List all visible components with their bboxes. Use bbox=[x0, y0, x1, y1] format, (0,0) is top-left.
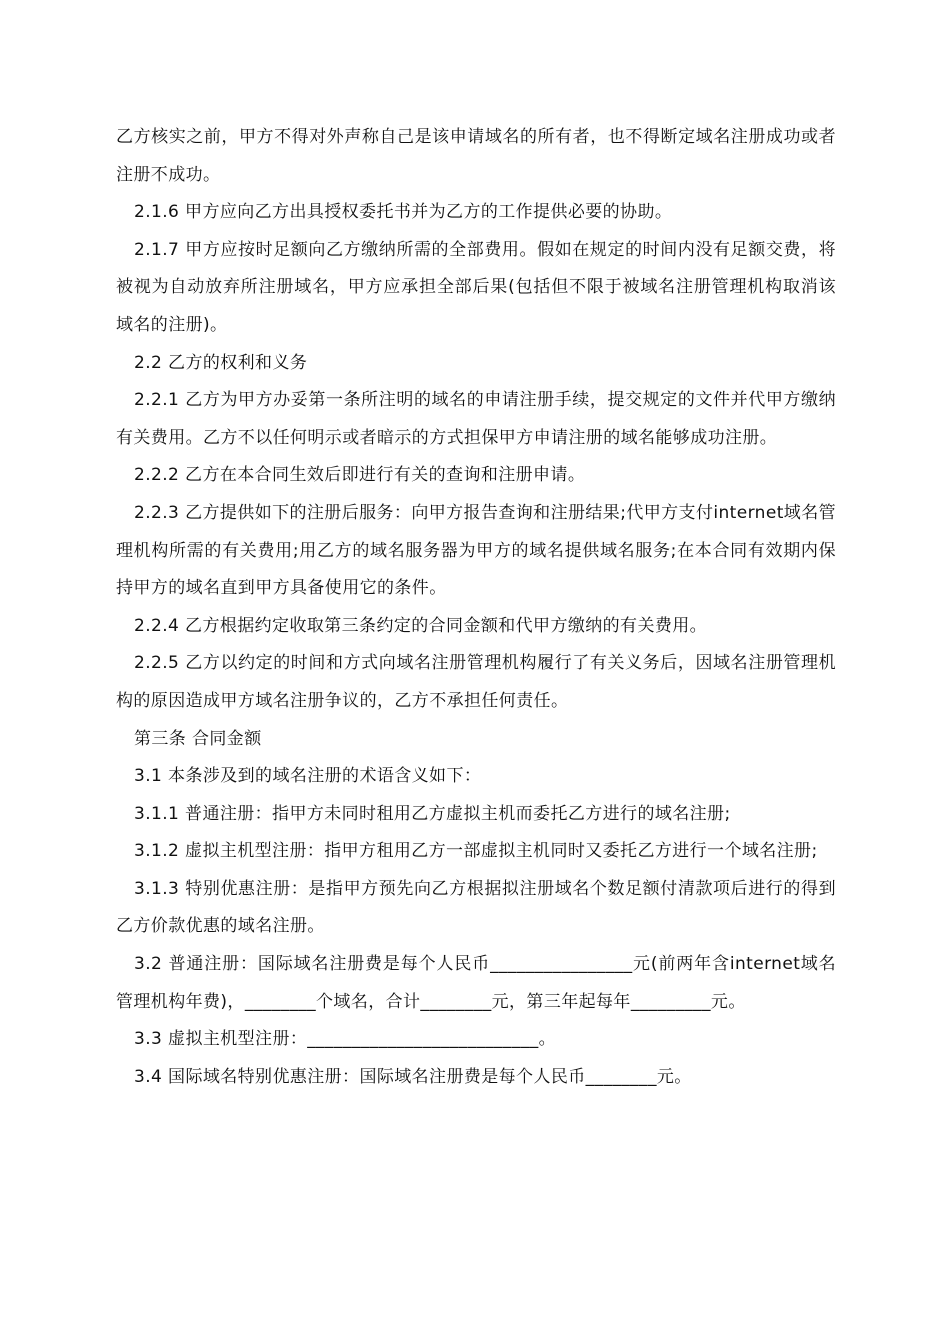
clause-2-1-7: 2.1.7 甲方应按时足额向乙方缴纳所需的全部费用。假如在规定的时间内没有足额交费，将被视为自动放弃所注册域名，甲方应承担全部后果(包括但不限于被域名注册管理机构取消该域名的注册)。 bbox=[116, 239, 836, 335]
clause-2-2-4: 2.2.4 乙方根据约定收取第三条约定的合同金额和代甲方缴纳的有关费用。 bbox=[134, 615, 708, 636]
clause-2-2-5: 2.2.5 乙方以约定的时间和方式向域名注册管理机构履行了有关义务后，因域名注册管理机构的原因造成甲方域名注册争议的，乙方不承担任何责任。 bbox=[116, 653, 836, 711]
clause-2-1-6: 2.1.6 甲方应向乙方出具授权委托书并为乙方的工作提供必要的协助。 bbox=[134, 202, 673, 223]
clause-3-1-3: 3.1.3 特别优惠注册：是指甲方预先向乙方根据拟注册域名个数足额付清款项后进行的得到乙方价款优惠的域名注册。 bbox=[116, 878, 836, 937]
clause-3-4: 3.4 国际域名特别优惠注册：国际域名注册费是每个人民币________元。 bbox=[134, 1066, 692, 1087]
clause-2-2-2: 2.2.2 乙方在本合同生效后即进行有关的查询和注册申请。 bbox=[134, 465, 586, 486]
contract-body bbox=[116, 119, 836, 1096]
section-2-2-heading: 2.2 乙方的权利和义务 bbox=[134, 352, 308, 373]
clause-3-2: 3.2 普通注册：国际域名注册费是每个人民币________________元(前两年含internet域名管理机构年费)，________个域名，合计________元，第三年起每年_________元。 bbox=[116, 954, 836, 1012]
article-3-heading: 第三条 合同金额 bbox=[134, 728, 262, 749]
clause-3-1: 3.1 本条涉及到的域名注册的术语含义如下： bbox=[134, 766, 482, 787]
clause-3-1-1: 3.1.1 普通注册：指甲方未同时租用乙方虚拟主机而委托乙方进行的域名注册; bbox=[134, 803, 731, 824]
clause-2-2-3: 2.2.3 乙方提供如下的注册后服务：向甲方报告查询和注册结果;代甲方支付internet域名管理机构所需的有关费用;用乙方的域名服务器为甲方的域名提供域名服务;在本合同有效期内保持甲方的域名直到甲方具备使用它的条件。 bbox=[116, 502, 836, 599]
clause-3-1-2: 3.1.2 虚拟主机型注册：指甲方租用乙方一部虚拟主机同时又委托乙方进行一个域名注册; bbox=[134, 841, 818, 862]
clause-3-3: 3.3 虚拟主机型注册：__________________________。 bbox=[134, 1029, 557, 1050]
clause-2-2-1: 2.2.1 乙方为甲方办妥第一条所注明的域名的申请注册手续，提交规定的文件并代甲方缴纳有关费用。乙方不以任何明示或者暗示的方式担保甲方申请注册的域名能够成功注册。 bbox=[116, 390, 836, 448]
paragraph-verification-clause: 乙方核实之前，甲方不得对外声称自己是该申请域名的所有者，也不得断定域名注册成功或者注册不成功。 bbox=[116, 127, 836, 185]
